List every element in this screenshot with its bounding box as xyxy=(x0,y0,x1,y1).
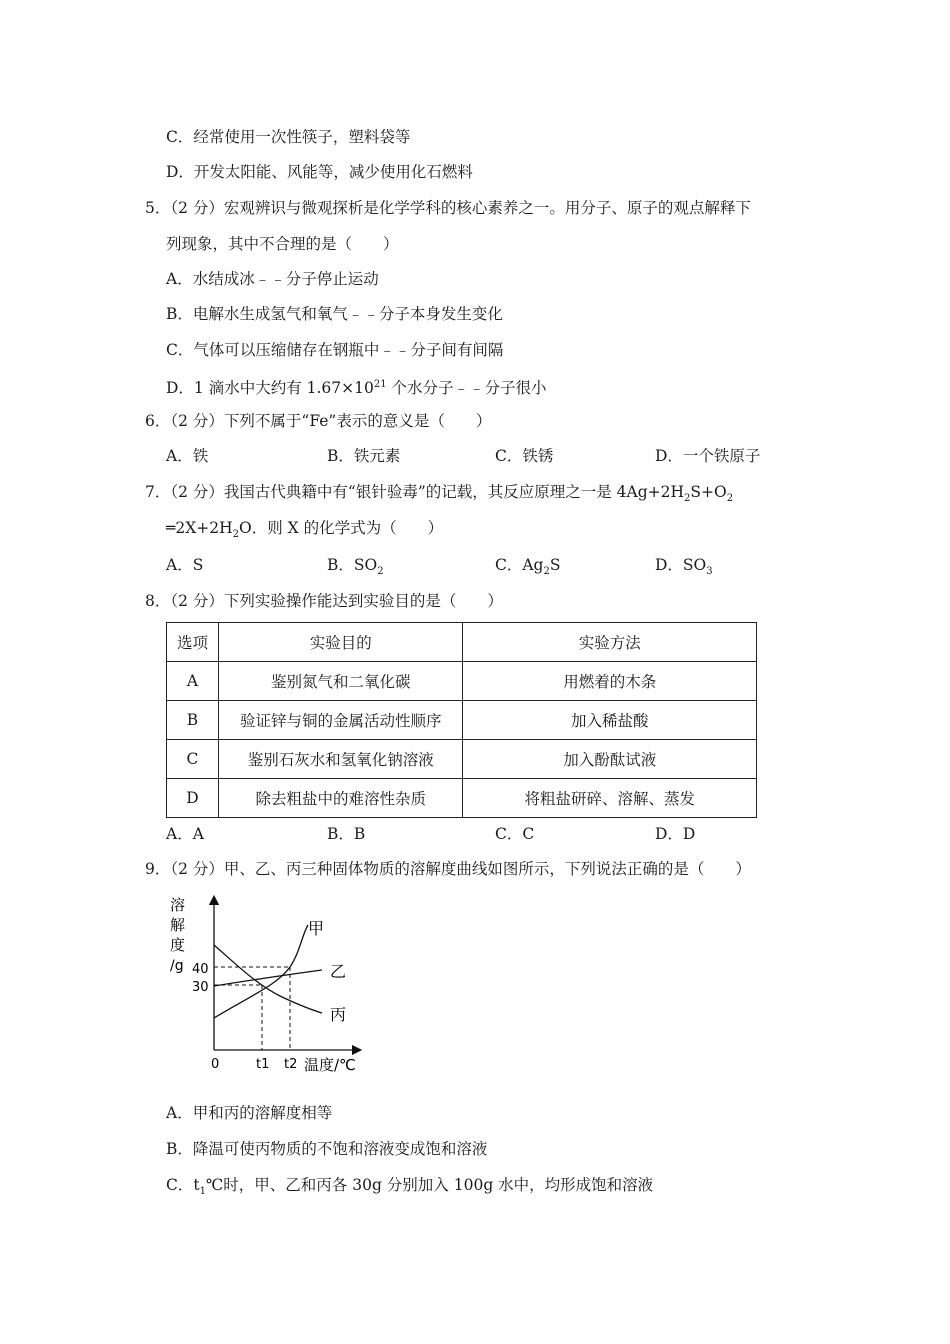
q5-option-b: B．电解水生成氢气和氧气﹣﹣分子本身发生变化 xyxy=(166,305,503,323)
table-header-cell: 实验方法 xyxy=(463,623,757,662)
q9-option-b: B．降温可使丙物质的不饱和溶液变成饱和溶液 xyxy=(166,1140,488,1158)
q4-option-c: C．经常使用一次性筷子，塑料袋等 xyxy=(166,128,411,146)
q8-option-c: C．C xyxy=(495,825,535,843)
table-cell: A xyxy=(167,662,219,701)
table-header-row xyxy=(167,623,757,662)
table-cell: 验证锌与铜的金属活动性顺序 xyxy=(218,701,463,740)
table-cell: 将粗盐研碎、溶解、蒸发 xyxy=(463,779,757,818)
x-tick-label: t1 xyxy=(256,1057,270,1072)
table-cell: 用燃着的木条 xyxy=(463,662,757,701)
table-cell: 鉴别氮气和二氧化碳 xyxy=(218,662,463,701)
table-cell: C xyxy=(167,740,219,779)
q7-option-b: B．$SO_2$ xyxy=(327,556,384,578)
table-row xyxy=(167,740,757,779)
q6-option-a: A．铁 xyxy=(166,447,209,465)
q6-option-b: B．铁元素 xyxy=(327,447,401,465)
table-cell: B xyxy=(167,701,219,740)
q7-stem-line1: 7．（2 分）我国古代典籍中有“银针验毒”的记载，其反应原理之一是 $4Ag+2H_2S+O_2$ xyxy=(145,483,734,505)
q6-option-d: D．一个铁原子 xyxy=(655,447,761,465)
table-cell: D xyxy=(167,779,219,818)
y-label-char: 度 xyxy=(170,936,186,954)
curve-yi xyxy=(214,970,322,986)
table-cell: 加入酚酞试液 xyxy=(463,740,757,779)
y-tick-label: 40 xyxy=(192,962,209,977)
series-label-jia: 甲 xyxy=(308,919,325,938)
experiment-table xyxy=(166,622,757,818)
q6-option-c: C．铁锈 xyxy=(495,447,554,465)
q6-stem: 6．（2 分）下列不属于“Fe”表示的意义是（ ） xyxy=(145,412,492,430)
table-cell: 鉴别石灰水和氢氧化钠溶液 xyxy=(218,740,463,779)
x-tick-label: t2 xyxy=(284,1057,298,1072)
curve-jia xyxy=(214,925,308,1018)
solubility-curve-chart xyxy=(162,890,372,1085)
table-header-cell: 实验目的 xyxy=(218,623,463,662)
q8-option-b: B．B xyxy=(327,825,366,843)
table-cell: 加入稀盐酸 xyxy=(463,701,757,740)
x-axis-label: 温度/℃ xyxy=(304,1056,356,1074)
y-label-char: 解 xyxy=(170,916,186,934)
q8-option-d: D．D xyxy=(655,825,696,843)
curve-bing xyxy=(214,945,322,1013)
series-label-bing: 丙 xyxy=(330,1005,347,1024)
q9-option-a: A．甲和丙的溶解度相等 xyxy=(166,1104,333,1122)
q9-option-c: C．$t_1℃$时，甲、乙和丙各 30g 分别加入 100g 水中，均形成饱和溶液 xyxy=(166,1176,654,1198)
q8-stem: 8．（2 分）下列实验操作能达到实验目的是（ ） xyxy=(145,592,503,610)
q7-option-d: D．$SO_3$ xyxy=(655,556,713,578)
x-tick-label: 0 xyxy=(211,1057,220,1072)
y-label-char: /g xyxy=(170,958,184,974)
q7-stem-line2: $═2X+2H_2O$．则 X 的化学式为（ ） xyxy=(166,519,444,541)
table-row xyxy=(167,701,757,740)
q9-stem: 9．（2 分）甲、乙、丙三种固体物质的溶解度曲线如图所示，下列说法正确的是（ ） xyxy=(145,860,751,878)
y-tick-label: 30 xyxy=(192,980,209,995)
q5-stem-line1: 5．（2 分）宏观辨识与微观探析是化学学科的核心素养之一。用分子、原子的观点解释下 xyxy=(145,199,751,217)
q7-option-a: A．S xyxy=(166,556,204,574)
q4-option-d: D．开发太阳能、风能等，减少使用化石燃料 xyxy=(166,163,473,181)
q8-option-a: A．A xyxy=(166,825,204,843)
table-cell: 除去粗盐中的难溶性杂质 xyxy=(218,779,463,818)
table-row xyxy=(167,662,757,701)
q5-option-a: A．水结成冰﹣﹣分子停止运动 xyxy=(166,270,379,288)
q7-option-c: C．$Ag_2S$ xyxy=(495,556,561,578)
table-row xyxy=(167,779,757,818)
q5-option-d: D．1 滴水中大约有 $1.67\times 10^{21}$ 个水分子﹣﹣分子很小 xyxy=(166,379,547,398)
y-label-char: 溶 xyxy=(170,896,186,914)
q5-stem-line2: 列现象，其中不合理的是（ ） xyxy=(166,235,399,253)
table-header-cell: 选项 xyxy=(167,623,219,662)
q5-option-c: C．气体可以压缩储存在钢瓶中﹣﹣分子间有间隔 xyxy=(166,341,504,359)
series-label-yi: 乙 xyxy=(330,962,347,981)
